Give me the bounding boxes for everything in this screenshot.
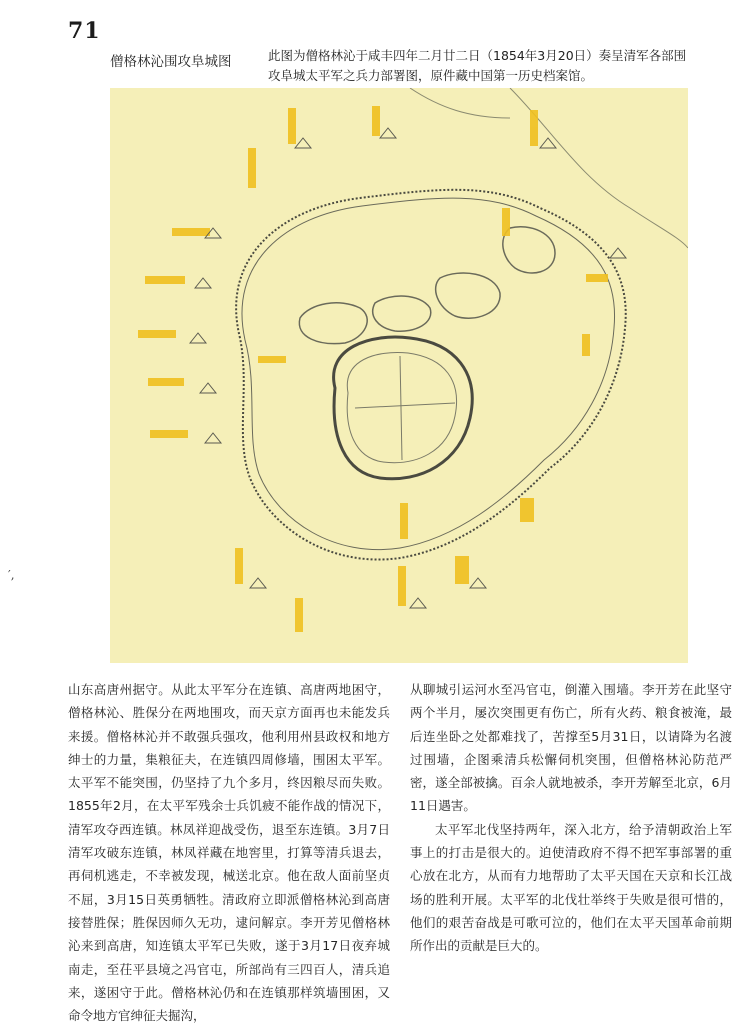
stray-mark: ′, bbox=[8, 568, 15, 582]
siege-map bbox=[110, 88, 688, 663]
right-column bbox=[410, 678, 732, 958]
right-paragraph-1: 从聊城引运河水至冯官屯，倒灌入围墙。李开芳在此坚守两个半月，屡次突围更有伤亡，所有火药、粮食被淹，最后连坐卧之处都难找了，苦撑至5月31日，以请降为名渡过围墙，企图乘清兵松懈伺机突围，但僧格林沁防范严密，遂全部被擒。百余人就地被杀，李开芳解至北京，6月11日遇害。 bbox=[410, 682, 732, 814]
left-paragraph: 山东高唐州据守。从此太平军分在连镇、高唐两地困守，僧格林沁、胜保分在两地围攻，而天京方面再也未能发兵来援。僧格林沁并不敢强兵强攻，他利用州县政权和地方绅士的力量，集粮征夫，在连镇四周修墙，围困太平军。太平军不能突围，仍坚持了九个多月，终因粮尽而失败。1855年2月，在太平军残余士兵饥疲不能作战的情况下，清军攻夺西连镇。林凤祥迎战受伤，退至东连镇。3月7日清军攻破东连镇，林凤祥藏在地窖里，打算等清兵退去，再伺机逃走，不幸被发现，械送北京。他在敌人面前坚贞不屈，3月15日英勇牺牲。清政府立即派僧格林沁到高唐接替胜保；胜保因师久无功，逮问解京。李开芳见僧格林沁来到高唐，知连镇太平军已失败，遂于3月17日夜弃城南走，至茌平县境之冯官屯，所部尚有三四百人，清兵追来，遂困守于此。僧格林沁仍和在连镇那样筑墙围困，又命令地方官绅征夫掘沟， bbox=[68, 682, 390, 1024]
siege-map-drawing bbox=[110, 88, 688, 663]
page-number: 71 bbox=[68, 18, 101, 44]
right-paragraph-2: 太平军北伐坚持两年，深入北方，给予清朝政治上军事上的打击是很大的。迫使清政府不得不把军事部署的重心放在北方，从而有力地帮助了太平天国在天京和长江战场的胜利开展。太平军的北伐壮举终于失败是很可惜的，他们的艰苦奋战是可歌可泣的，他们在太平天国革命前期所作出的贡献是巨大的。 bbox=[410, 821, 732, 954]
figure-title: 僧格林沁围攻阜城图 bbox=[110, 54, 232, 70]
left-column bbox=[68, 678, 390, 1027]
figure-caption: 此图为僧格林沁于咸丰四年二月廿二日（1854年3月20日）奏呈清军各部围攻阜城太平军之兵力部署图，原件藏中国第一历史档案馆。 bbox=[268, 48, 687, 83]
